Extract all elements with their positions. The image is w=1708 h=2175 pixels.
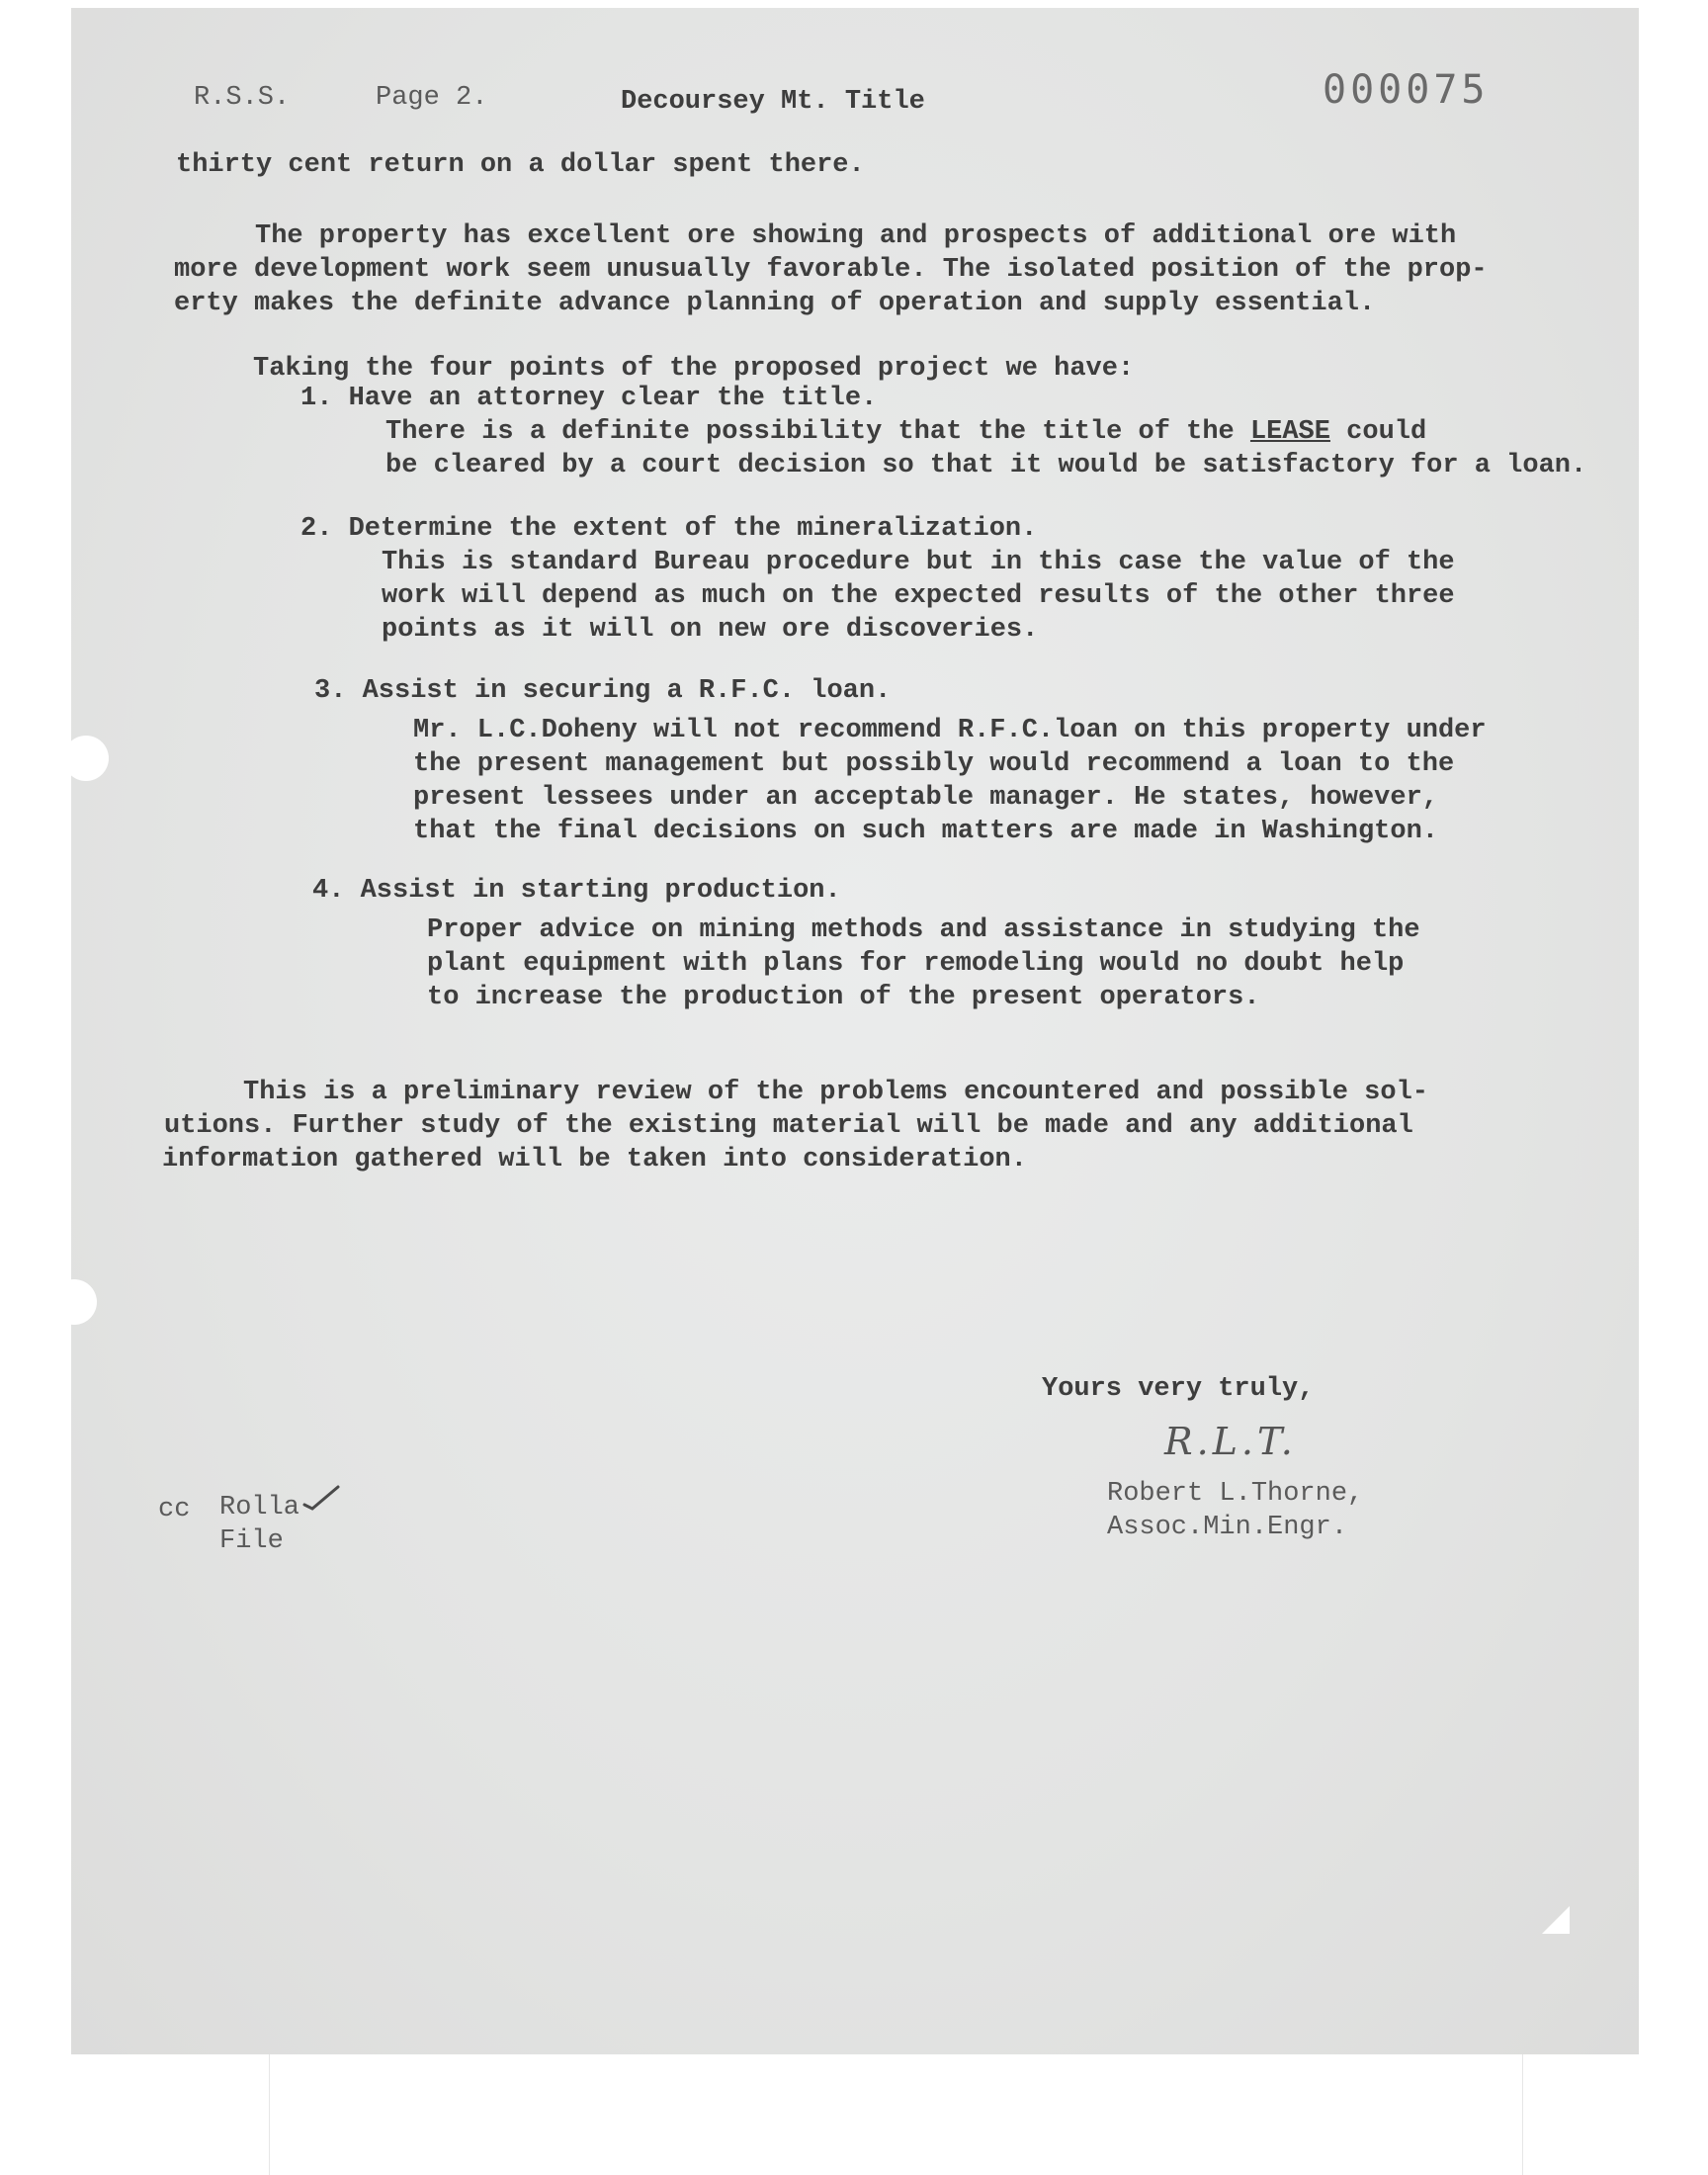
continuation-line: thirty cent return on a dollar spent there. bbox=[176, 150, 865, 180]
header-page-number: Page 2. bbox=[376, 83, 488, 113]
point-line bbox=[385, 415, 1426, 449]
point-line: Proper advice on mining methods and assistance in studying the bbox=[427, 915, 1420, 945]
header-subject: Decoursey Mt. Title bbox=[621, 87, 925, 117]
cc-label: cc bbox=[158, 1495, 191, 1524]
point-line: that the final decisions on such matters are made in Washington. bbox=[413, 817, 1438, 846]
signer-title: Assoc.Min.Engr. bbox=[1107, 1513, 1348, 1542]
check-mark-icon bbox=[302, 1483, 342, 1511]
points-intro: Taking the four points of the proposed project we have: bbox=[253, 354, 1135, 384]
cc-recipient: File bbox=[219, 1526, 284, 1556]
scan-line bbox=[1522, 2054, 1523, 2175]
punch-hole-lower bbox=[51, 1279, 97, 1325]
paragraph-line: The property has excellent ore showing and prospects of additional ore with bbox=[255, 221, 1457, 251]
handwritten-initials: R.L.T. bbox=[1164, 1420, 1297, 1463]
folded-corner bbox=[1542, 1906, 1570, 1934]
point-line: the present management but possibly would recommend a loan to the bbox=[413, 749, 1455, 779]
signer-name: Robert L.Thorne, bbox=[1107, 1479, 1364, 1509]
closing-salutation: Yours very truly, bbox=[1042, 1374, 1315, 1404]
cc-recipient: Rolla bbox=[219, 1493, 300, 1522]
lease-underlined: LEASE bbox=[1249, 417, 1330, 447]
document-stamp-number: 000075 bbox=[1323, 67, 1490, 113]
paragraph-line: utions. Further study of the existing material will be made and any additional bbox=[164, 1111, 1413, 1141]
point-line: be cleared by a court decision so that it would be satisfactory for a loan. bbox=[385, 451, 1587, 480]
point-line: present lessees under an acceptable manager. He states, however, bbox=[413, 783, 1438, 813]
point-line: to increase the production of the present operators. bbox=[427, 983, 1260, 1012]
point-line: plant equipment with plans for remodeling would no doubt help bbox=[427, 949, 1405, 979]
point-heading: 4. Assist in starting production. bbox=[312, 876, 841, 906]
point-line-text: There is a definite possibility that the title of the bbox=[385, 417, 1250, 447]
point-line: work will depend as much on the expected results of the other three bbox=[382, 581, 1455, 611]
header-initials: R.S.S. bbox=[194, 83, 291, 113]
scan-line bbox=[269, 2054, 270, 2175]
point-heading: 3. Assist in securing a R.F.C. loan. bbox=[314, 676, 892, 706]
point-line: This is standard Bureau procedure but in this case the value of the bbox=[382, 548, 1455, 577]
paragraph-line: This is a preliminary review of the problems encountered and possible sol- bbox=[243, 1078, 1428, 1107]
point-heading: 1. Have an attorney clear the title. bbox=[300, 384, 878, 413]
paragraph-line: erty makes the definite advance planning of operation and supply essential. bbox=[174, 289, 1376, 318]
point-line: points as it will on new ore discoveries. bbox=[382, 615, 1039, 645]
point-line: Mr. L.C.Doheny will not recommend R.F.C.loan on this property under bbox=[413, 716, 1487, 745]
paragraph-line: more development work seem unusually favorable. The isolated position of the prop- bbox=[174, 255, 1488, 285]
punch-hole-upper bbox=[63, 736, 109, 781]
point-heading: 2. Determine the extent of the mineralization. bbox=[300, 514, 1038, 544]
point-line-text: could bbox=[1329, 417, 1427, 447]
paragraph-line: information gathered will be taken into consideration. bbox=[162, 1145, 1027, 1174]
